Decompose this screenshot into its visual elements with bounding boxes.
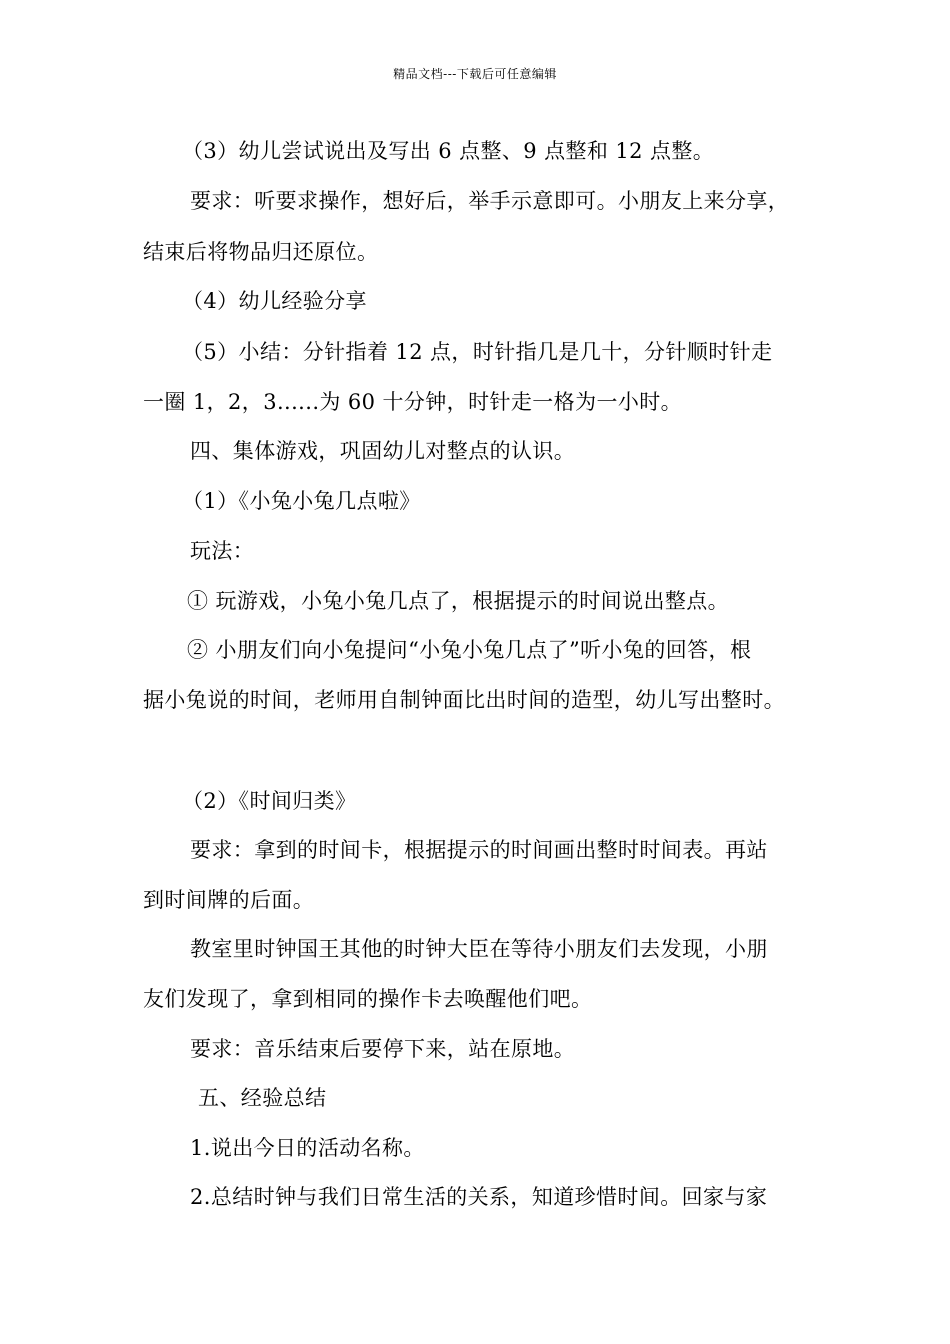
paragraph-line: （3）幼儿尝试说出及写出 6 点整、9 点整和 12 点整。 [182, 139, 715, 163]
paragraph-line: 据小兔说的时间，老师用自制钟面比出时间的造型，幼儿写出整时。 [143, 688, 785, 712]
paragraph-line: 要求：听要求操作，想好后，举手示意即可。小朋友上来分享， [190, 189, 790, 213]
paragraph-line: ② 小朋友们向小兔提问“小兔小兔几点了”听小兔的回答，根 [187, 638, 752, 662]
paragraph-line: （5）小结：分针指着 12 点，时针指几是几十，分针顺时针走 [182, 340, 773, 364]
paragraph-line: 结束后将物品归还原位。 [143, 240, 379, 264]
page-header: 精品文档---下载后可任意编辑 [393, 67, 557, 81]
paragraph-line: 要求：音乐结束后要停下来，站在原地。 [190, 1037, 576, 1061]
paragraph-line: 玩法： [190, 539, 255, 563]
paragraph-line: （2）《时间归类》 [182, 789, 357, 813]
paragraph-line: 到时间牌的后面。 [143, 888, 315, 912]
section-heading: 五、经验总结 [198, 1086, 327, 1110]
paragraph-line: （4）幼儿经验分享 [182, 289, 367, 313]
paragraph-line: 要求：拿到的时间卡，根据提示的时间画出整时时间表。再站 [190, 838, 768, 862]
paragraph-line: 1.说出今日的活动名称。 [190, 1136, 425, 1160]
paragraph-line: （1）《小兔小兔几点啦》 [182, 489, 421, 513]
paragraph-line: 友们发现了，拿到相同的操作卡去唤醒他们吧。 [143, 987, 593, 1011]
paragraph-line: 2.总结时钟与我们日常生活的关系，知道珍惜时间。回家与家 [190, 1185, 768, 1209]
paragraph-line: 教室里时钟国王其他的时钟大臣在等待小朋友们去发现，小朋 [190, 937, 768, 961]
section-heading: 四、集体游戏，巩固幼儿对整点的认识。 [190, 439, 576, 463]
paragraph-line: 一圈 1，2，3......为 60 十分钟，时针走一格为一小时。 [143, 390, 683, 414]
paragraph-line: ① 玩游戏，小兔小兔几点了，根据提示的时间说出整点。 [187, 589, 730, 613]
